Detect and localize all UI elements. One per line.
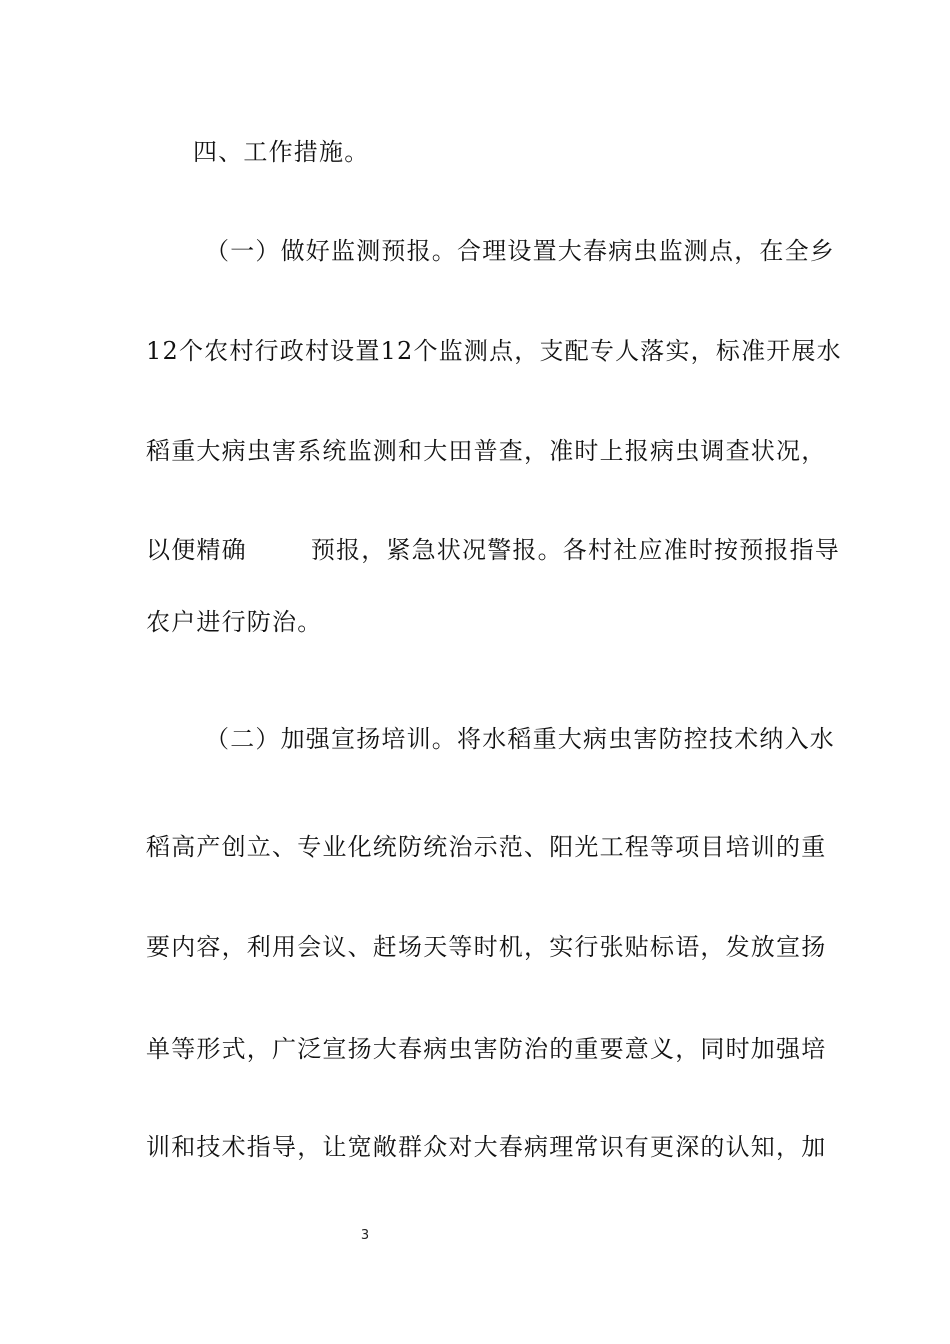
paragraph-2-line-5: 训和技术指导，让宽敞群众对大春病理常识有更深的认知，加 [146,1133,827,1161]
paragraph-1-line-2: 12个农村行政村设置12个监测点，支配专人落实，标准开展水 [146,337,842,365]
paragraph-1-line-3: 稻重大病虫害系统监测和大田普查，准时上报病虫调查状况， [146,437,827,465]
section-heading: 四、工作措施。 [193,138,370,166]
paragraph-1-line-1: （一）做好监测预报。合理设置大春病虫监测点，在全乡 [205,237,835,265]
paragraph-2-line-1: （二）加强宣扬培训。将水稻重大病虫害防控技术纳入水 [205,725,835,753]
paragraph-1-line-4 [146,530,841,570]
paragraph-2-line-3: 要内容，利用会议、赶场天等时机，实行张贴标语，发放宣扬 [146,933,827,961]
paragraph-1-line-5: 农户进行防治。 [146,608,323,636]
paragraph-1-line-4-part-2: 预报，紧急状况警报。各村社应准时按预报指导 [310,536,841,564]
paragraph-2-line-4: 单等形式，广泛宣扬大春病虫害防治的重要意义，同时加强培 [146,1035,827,1063]
page-number: 3 [360,1228,370,1243]
paragraph-1-line-4-part-1: 以便精确 [146,536,247,564]
paragraph-2-line-2: 稻高产创立、专业化统防统治示范、阳光工程等项目培训的重 [146,833,827,861]
